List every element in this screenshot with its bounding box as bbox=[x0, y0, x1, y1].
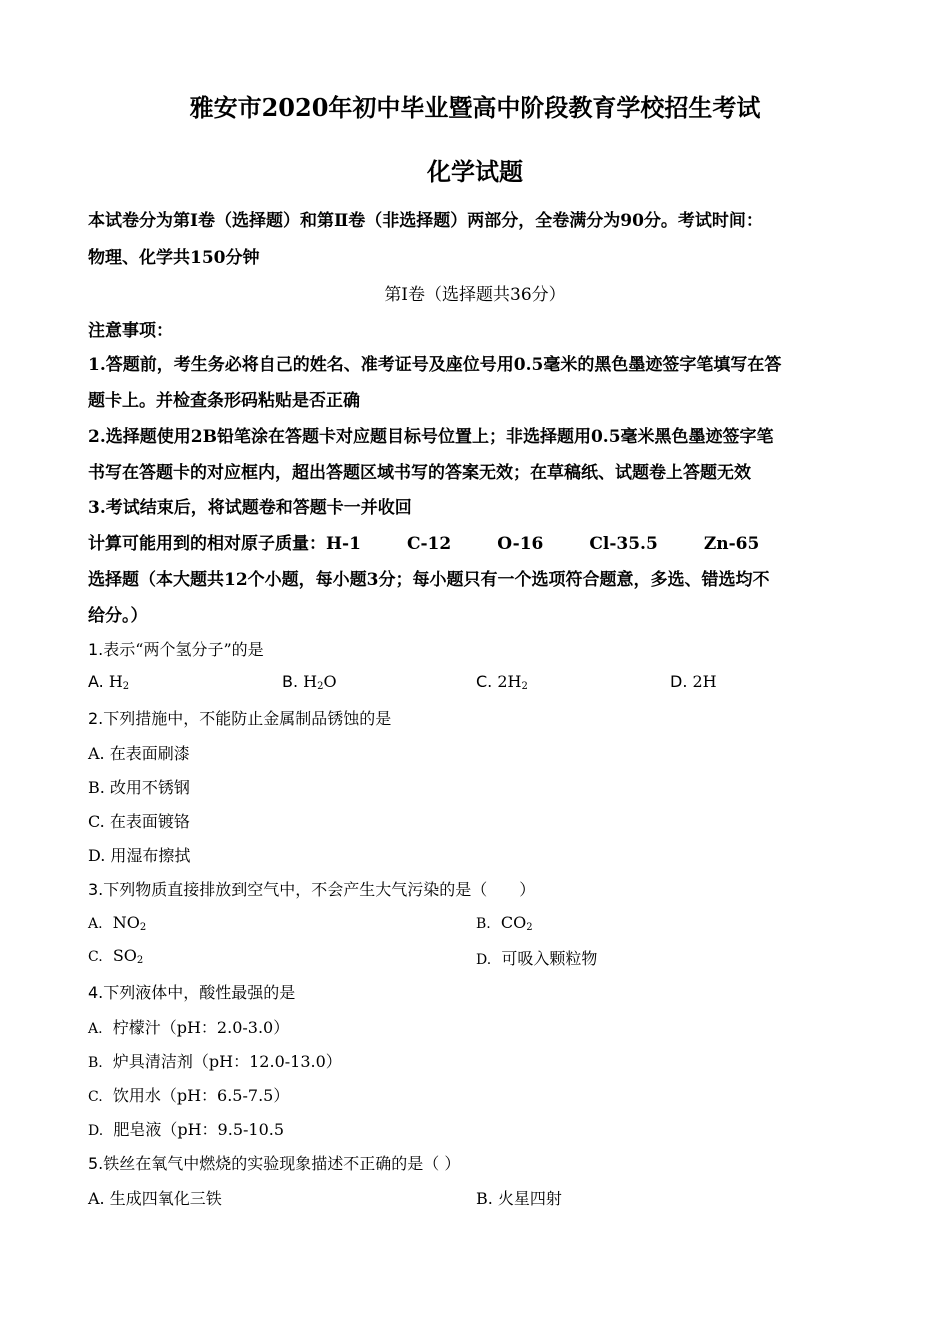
q4-option-d: D. 肥皂液（pH：9.5-10.5 bbox=[88, 1120, 285, 1139]
q4-option-a: A. 柠檬汁（pH：2.0-3.0） bbox=[88, 1018, 290, 1037]
choice-intro-line-1: 选择题（本大题共12个小题，每小题3分；每小题只有一个选项符合题意，多选、错选均不 bbox=[88, 570, 770, 590]
note-2-line-2: 书写在答题卡的对应框内，超出答题区域书写的答案无效；在草稿纸、试题卷上答题无效 bbox=[88, 463, 751, 483]
intro-line-1: 本试卷分为第Ⅰ卷（选择题）和第Ⅱ卷（非选择题）两部分，全卷满分为90分。考试时间： bbox=[88, 211, 763, 231]
q2-option-a: A. 在表面刷漆 bbox=[88, 744, 190, 763]
q4-option-b: B. 炉具清洁剂（pH：12.0-13.0） bbox=[88, 1052, 342, 1071]
q2-option-b: B. 改用不锈钢 bbox=[88, 778, 190, 797]
atomic-mass-line bbox=[88, 529, 759, 554]
notes-heading: 注意事项： bbox=[88, 321, 173, 341]
q5-option-b: B. 火星四射 bbox=[476, 1189, 562, 1208]
section-title: 第Ⅰ卷（选择题共36分） bbox=[384, 285, 566, 305]
question-5 bbox=[88, 1151, 460, 1174]
q3-option-a: A. $NO_2$ bbox=[88, 913, 147, 933]
q3-option-b: B. $CO_2$ bbox=[476, 913, 533, 933]
q2-option-d: D. 用湿布擦拭 bbox=[88, 846, 191, 865]
question-stem: 下列措施中，不能防止金属制品锈蚀的是 bbox=[103, 709, 392, 728]
question-stem: 下列物质直接排放到空气中，不会产生大气污染的是（ ） bbox=[103, 880, 536, 899]
atomic-mass-zn: Zn-65 bbox=[703, 534, 760, 554]
subject-title: 化学试题 bbox=[427, 157, 523, 186]
q2-option-c: C. 在表面镀铬 bbox=[88, 812, 190, 831]
question-number: 1. bbox=[88, 640, 104, 659]
question-stem: 下列液体中，酸性最强的是 bbox=[103, 983, 296, 1002]
question-stem: 铁丝在氧气中燃烧的实验现象描述不正确的是（ ） bbox=[103, 1154, 461, 1173]
question-3 bbox=[88, 877, 535, 900]
exam-title: 雅安市2020年初中毕业暨高中阶段教育学校招生考试 bbox=[189, 93, 761, 122]
question-1 bbox=[88, 637, 264, 660]
q3-option-d: D. 可吸入颗粒物 bbox=[476, 949, 598, 968]
note-2-line-1: 2.选择题使用2B铅笔涂在答题卡对应题目标号位置上；非选择题用0.5毫米黑色墨迹签字笔 bbox=[88, 427, 774, 447]
note-1-line-1: 1.答题前，考生务必将自己的姓名、准考证号及座位号用0.5毫米的黑色墨迹签字笔填写在答 bbox=[88, 355, 782, 375]
question-number: 2. bbox=[88, 709, 104, 728]
question-number: 4. bbox=[88, 983, 104, 1002]
q1-option-b: B. $H_2O$ bbox=[282, 672, 337, 692]
question-stem: 表示“两个氢分子”的是 bbox=[103, 640, 264, 659]
question-number: 3. bbox=[88, 880, 104, 899]
q3-option-c: C. $SO_2$ bbox=[88, 946, 144, 966]
atomic-mass-label: 计算可能用到的相对原子质量： bbox=[88, 534, 326, 554]
question-4 bbox=[88, 980, 295, 1003]
intro-line-2: 物理、化学共150分钟 bbox=[88, 248, 260, 268]
question-number: 5. bbox=[88, 1154, 104, 1173]
atomic-mass-o: O-16 bbox=[497, 534, 544, 554]
q1-option-a: A. $H_2$ bbox=[88, 672, 130, 692]
note-1-line-2: 题卡上。并检查条形码粘贴是否正确 bbox=[88, 391, 360, 411]
q1-option-c: C. $2H_2$ bbox=[476, 672, 528, 692]
atomic-mass-c: C-12 bbox=[406, 534, 452, 554]
note-3: 3.考试结束后，将试题卷和答题卡一并收回 bbox=[88, 498, 412, 518]
q1-option-d: D. 2H bbox=[670, 672, 717, 691]
choice-intro-line-2: 给分。） bbox=[88, 606, 148, 626]
atomic-mass-h: H-1 bbox=[326, 534, 361, 554]
atomic-mass-cl: Cl-35.5 bbox=[589, 534, 658, 554]
question-2 bbox=[88, 706, 391, 729]
q4-option-c: C. 饮用水（pH：6.5-7.5） bbox=[88, 1086, 290, 1105]
q5-option-a: A. 生成四氧化三铁 bbox=[88, 1189, 222, 1208]
